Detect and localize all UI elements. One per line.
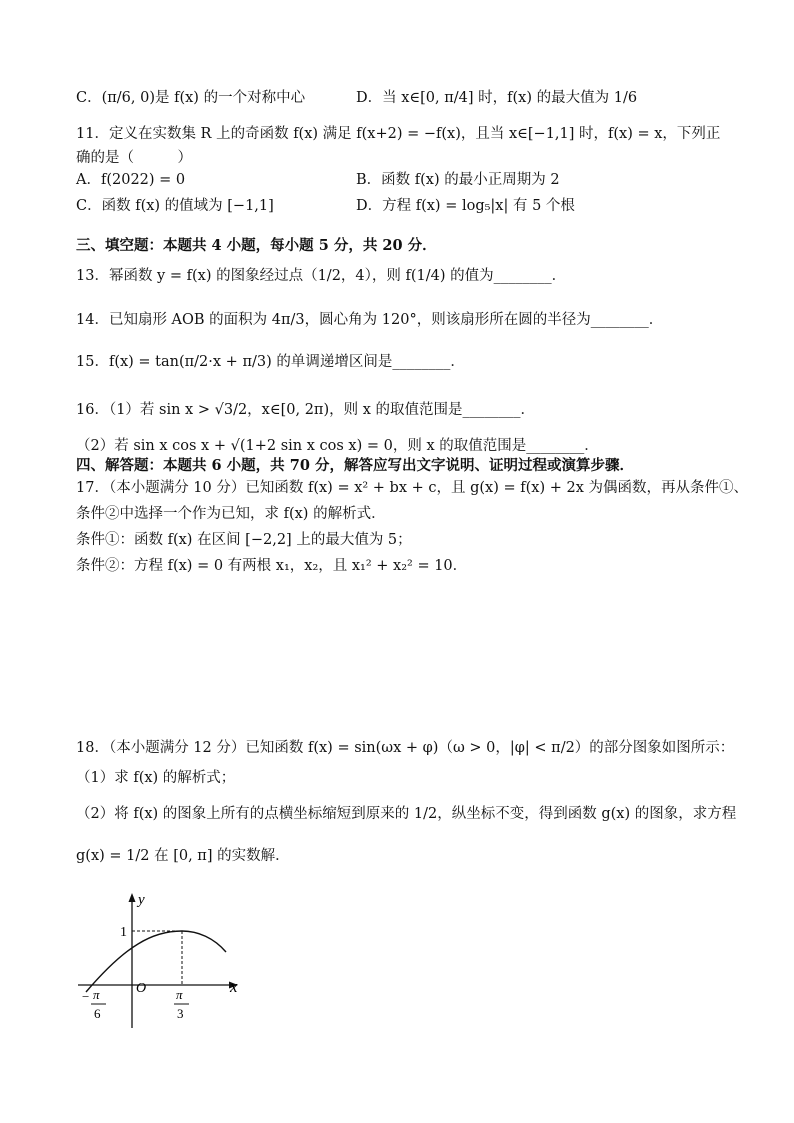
y-axis-arrow: [129, 893, 136, 902]
q18-line1: 18．（本小题满分 12 分）已知函数 f(x) = sin(ωx + φ)（ω > 0，|φ| < π/2）的部分图象如图所示：: [76, 740, 735, 756]
section4-heading: 四、解答题：本题共 6 小题，共 70 分，解答应写出文字说明、证明过程或演算步骤．: [76, 457, 634, 474]
sine-curve: [86, 931, 226, 992]
tick-pos-pi-3-denominator: 3: [177, 1006, 184, 1021]
q16-part1: 16．（1）若 sin x > √3/2，x∈[0, 2π)，则 x 的取值范围是________．: [76, 402, 536, 418]
q11-option-b: B．函数 f(x) 的最小正周期为 2: [356, 172, 560, 188]
q11-option-d: D．方程 f(x) = log₅|x| 有 5 个根: [356, 198, 575, 214]
q18-part2-line1: （2）将 f(x) 的图象上所有的点横坐标缩短到原来的 1/2，纵坐标不变，得到函数 g(x) 的图象，求方程: [76, 806, 737, 822]
max-value-label: 1: [120, 925, 127, 940]
x-axis-label: x: [230, 977, 238, 996]
q14: 14．已知扇形 AOB 的面积为 4π/3，圆心角为 120°，则该扇形所在圆的半径为________．: [76, 312, 664, 328]
q17-line2: 条件②中选择一个作为已知，求 f(x) 的解析式．: [76, 506, 386, 522]
q18-part1: （1）求 f(x) 的解析式；: [76, 770, 236, 786]
tick-pos-pi-3-numerator: π: [176, 987, 183, 1002]
section3-heading: 三、填空题：本题共 4 小题，每小题 5 分，共 20 分．: [76, 237, 437, 254]
q17-line1: 17．（本小题满分 10 分）已知函数 f(x) = x² + bx + c，且 g(x) = f(x) + 2x 为偶函数，再从条件①、: [76, 480, 748, 496]
q11-option-c: C．函数 f(x) 的值域为 [−1,1]: [76, 198, 274, 214]
q17-condition2: 条件②：方程 f(x) = 0 有两根 x₁，x₂，且 x₁² + x₂² = 10．: [76, 558, 468, 574]
q10-option-d: D．当 x∈[0, π/4] 时，f(x) 的最大值为 1/6: [356, 90, 638, 106]
q18-function-graph: [78, 888, 258, 1038]
tick-neg-minus: −: [82, 989, 90, 1004]
y-axis-label: y: [138, 892, 145, 908]
tick-neg-pi-6-denominator: 6: [94, 1006, 101, 1021]
q11-stem-line1: 11．定义在实数集 R 上的奇函数 f(x) 满足 f(x+2) = −f(x)，且当 x∈[−1,1] 时，f(x) = x，下列正: [76, 126, 721, 142]
q16-part2: （2）若 sin x cos x + √(1+2 sin x cos x) = 0，则 x 的取值范围是________．: [76, 438, 599, 454]
q13: 13．幂函数 y = f(x) 的图象经过点（1/2，4），则 f(1/4) 的值为________．: [76, 268, 567, 284]
tick-neg-pi-6-numerator: π: [93, 987, 100, 1002]
q10-option-c: C．(π/6, 0)是 f(x) 的一个对称中心: [76, 90, 306, 106]
origin-label: O: [136, 981, 147, 996]
q17-condition1: 条件①：函数 f(x) 在区间 [−2,2] 上的最大值为 5；: [76, 532, 412, 548]
q11-option-a: A．f(2022) = 0: [76, 172, 186, 188]
q18-part2-line2: g(x) = 1/2 在 [0, π] 的实数解．: [76, 848, 290, 864]
q11-stem-line2: 确的是（ ）: [76, 150, 192, 166]
q15: 15．f(x) = tan(π/2·x + π/3) 的单调递增区间是________．: [76, 354, 465, 370]
